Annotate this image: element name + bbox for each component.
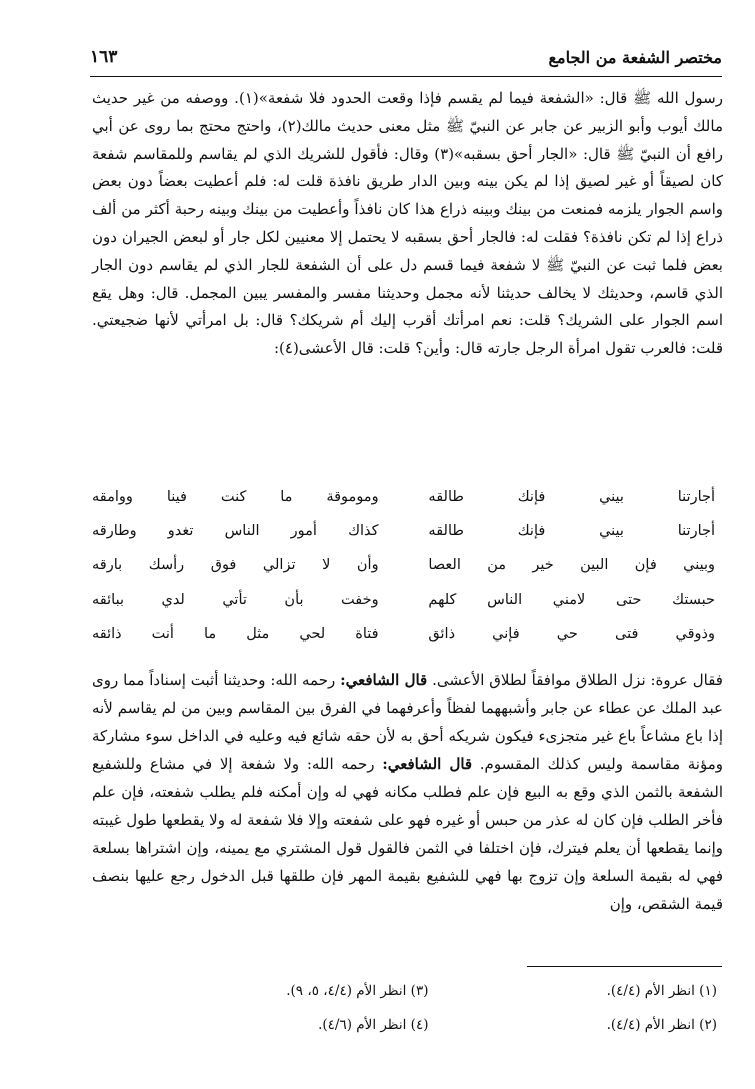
poem-verse <box>92 617 715 651</box>
verse-second-hemistich: وخفت بأن تأتي لدي ببائقه <box>92 591 379 608</box>
verse-second-hemistich: فتاة لحي مثل ما أنت ذائقه <box>92 625 379 642</box>
footnote-row <box>140 974 717 1008</box>
footnote-row <box>140 1008 717 1042</box>
footnote-4: (٤) انظر الأم (٤/٦). <box>318 1017 429 1033</box>
paragraph-2-part-3: رحمه الله: ولا شفعة إلا في مشاع وللشفيع الشفعة بالثمن الذي وقع به البيع فإن علم فطلب مكانه فهي له وإن أمكنه فلم يطلب شفعته، فإن علم فأخر الطلب فإن كان له عذر من حبس أو غيره فهو على شفعته وإلا فلا شفعة له ولا يقطعها طول غيبته وإنما يقطعها أن يعلم فيترك، فإن اختلفا في الثمن فالقول قول المشتري مع يمينه، وإن اشتراها بسلعة فهي له بقيمة السلعة وإن تزوج بها فهي للشفيع بقيمة المهر فإن طلقها قبل الدخول رجع عليها بنصف قيمة الشقص، وإن <box>92 755 723 913</box>
poem-verse <box>92 480 715 514</box>
shafii-heading-2: قال الشافعي: <box>382 755 473 773</box>
footnote-1: (١) انظر الأم (٤/٤). <box>606 983 717 999</box>
verse-first-hemistich: وذوقي فتى حي فإني ذائق <box>428 625 715 642</box>
footnotes <box>140 974 717 1042</box>
footnote-divider <box>527 966 722 967</box>
verse-second-hemistich: وأن لا تزالي فوق رأسك بارقه <box>92 557 379 574</box>
poem-verse <box>92 548 715 582</box>
poem-verse <box>92 514 715 548</box>
verse-second-hemistich: كذاك أمور الناس تغدو وطارقه <box>92 523 379 540</box>
verse-first-hemistich: أجارتنا بيني فإنك طالقه <box>428 523 715 540</box>
header-title: مختصر الشفعة من الجامع <box>548 47 722 67</box>
shafii-heading-1: قال الشافعي: <box>340 671 428 689</box>
footnote-3: (٣) انظر الأم (٤/٤، ٥، ٩). <box>286 983 429 999</box>
verse-second-hemistich: وموموقة ما كنت فينا ووامقه <box>92 489 379 506</box>
footnote-2: (٢) انظر الأم (٤/٤). <box>606 1017 717 1033</box>
page-number: ١٦٣ <box>90 47 118 67</box>
main-text-block-1 <box>92 85 723 363</box>
verse-first-hemistich: وبيني فإن البين خير من العصا <box>428 557 715 574</box>
main-text-block-2 <box>92 651 723 933</box>
poem-verse <box>92 583 715 617</box>
paragraph-1: رسول الله ﷺ قال: «الشفعة فيما لم يقسم فإذا وقعت الحدود فلا شفعة»(١). ووصفه من غير حديث مالك أيوب وأبو الزبير عن جابر عن النبيّ ﷺ مثل معنى حديث مالك(٢)، واحتج محتج بما روى عن أبي رافع أن النبيّ ﷺ قال: «الجار أحق بسقبه»(٣) وقال: فأقول للشريك الذي لم يقاسم وللمقاسم شفعة كان لصيقاً أو غير لصيق إذا لم يكن بينه وبين الدار طريق نافذة قلت له: فلم أعطيت بعضاً دون بعض واسم الجوار يلزمه فمنعت من بينك وبينه ذراع هذا كان نافذاً وأعطيت من بينك وبينه رحبة أكثر من ألف ذراع إذا لم تكن نافذة؟ فقلت له: فالجار أحق بسقبه لا يحتمل إلا معنيين لكل جار أو لبعض الجيران دون بعض فلما ثبت عن النبيّ ﷺ لا شفعة فيما قسم دل على أن الشفعة للجار الذي لم يقاسم دون الجار الذي قاسم، وحديثك لا يخالف حديثنا لأنه مجمل وحديثنا مفسر والمفسر يبين المجمل. قال: وهل يقع اسم الجوار على الشريك؟ قلت: نعم امرأتك أقرب إليك أم شريكك؟ قال: بل امرأتي لأنها ضجيعتي. قلت: فالعرب تقول امرأة الرجل جارته قال: وأين؟ قلت: قال الأعشى(٤): <box>92 89 723 358</box>
paragraph-2-part-1: فقال عروة: نزل الطلاق موافقاً لطلاق الأعشى. <box>427 671 723 689</box>
running-header <box>90 42 722 72</box>
verse-first-hemistich: حبستك حتى لامني الناس كلهم <box>428 591 715 608</box>
paragraph-2 <box>92 666 723 918</box>
poem <box>92 480 715 651</box>
paragraph-2-part-2: رحمه الله: وحديثنا أثبت إسناداً مما روى عبد الملك عن عطاء عن جابر وأشبههما لفظاً وأعرفهما في الفرق بين المقاسم وبين من لم يقاسم لأنه إذا باع مشاعاً باع غير متجزىء فيكون شريكه أحق به لأن حقه شائع فيه وعليه في الداخل سوء مشاركة ومؤنة مقاسمة وليس كذلك المقسوم. <box>92 671 724 773</box>
verse-first-hemistich: أجارتنا بيني فإنك طالقه <box>428 489 715 506</box>
header-divider <box>90 76 722 77</box>
